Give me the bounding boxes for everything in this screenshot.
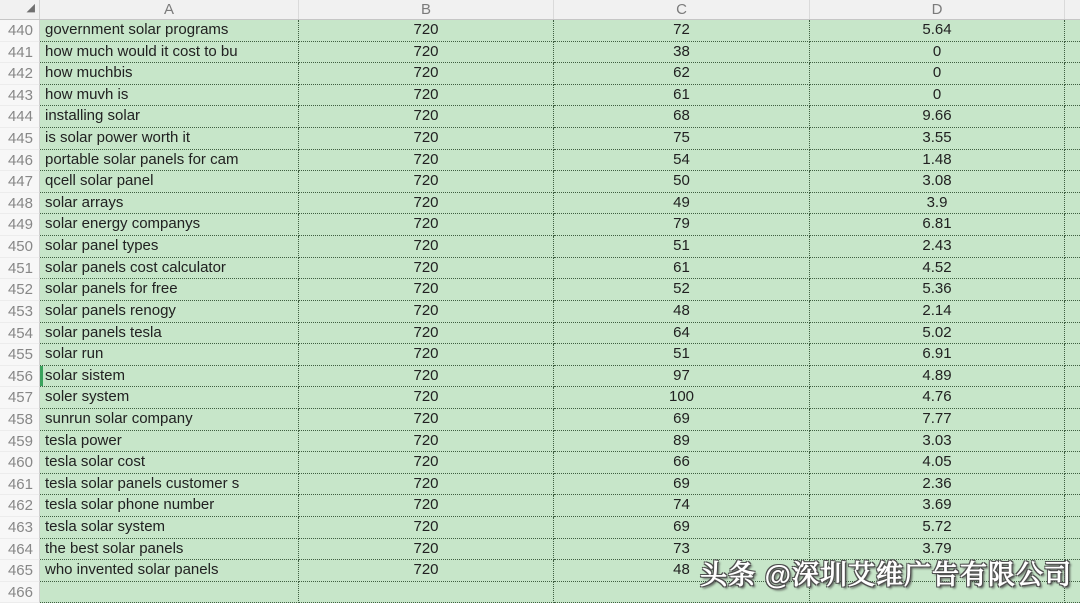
cell-empty-e[interactable] xyxy=(1065,366,1080,388)
cell-value-d[interactable]: 1.48 xyxy=(810,150,1065,172)
cell-value-c[interactable] xyxy=(554,582,810,604)
cell-keyword-text: how muvh is xyxy=(45,85,129,103)
row-header[interactable]: 462 xyxy=(0,495,40,517)
cell-value-b[interactable]: 720 xyxy=(299,474,554,496)
cell-value-c[interactable]: 52 xyxy=(554,279,810,301)
table-row xyxy=(0,171,1080,193)
row-header[interactable]: 457 xyxy=(0,387,40,409)
cell-value-b[interactable]: 720 xyxy=(299,517,554,539)
cell-value-c[interactable]: 51 xyxy=(554,344,810,366)
cell-value-b[interactable]: 720 xyxy=(299,106,554,128)
cell-keyword[interactable] xyxy=(40,258,299,280)
table-row xyxy=(0,323,1080,345)
row-header[interactable]: 464 xyxy=(0,539,40,561)
table-row xyxy=(0,517,1080,539)
cell-keyword[interactable] xyxy=(40,344,299,366)
column-header-row xyxy=(0,0,1080,20)
table-row xyxy=(0,214,1080,236)
cell-empty-e[interactable] xyxy=(1065,193,1080,215)
cell-value-b[interactable]: 720 xyxy=(299,366,554,388)
row-header[interactable]: 459 xyxy=(0,431,40,453)
cell-value-b[interactable]: 720 xyxy=(299,128,554,150)
column-header-c[interactable]: C xyxy=(554,0,810,19)
cell-keyword-text: tesla solar system xyxy=(45,518,166,536)
cell-value-b[interactable]: 720 xyxy=(299,344,554,366)
cell-keyword-text: is solar power worth it xyxy=(45,129,191,147)
cell-keyword-text: soler system xyxy=(45,388,130,406)
cell-value-c[interactable]: 74 xyxy=(554,495,810,517)
cell-value-d[interactable]: 2.14 xyxy=(810,301,1065,323)
cell-keyword-text: government solar programs xyxy=(45,21,229,38)
column-header-a[interactable]: A xyxy=(40,0,299,19)
cell-keyword[interactable] xyxy=(40,387,299,409)
column-header-d[interactable]: D xyxy=(810,0,1065,19)
cell-value-c[interactable]: 68 xyxy=(554,106,810,128)
cell-value-c[interactable]: 79 xyxy=(554,214,810,236)
row-header[interactable]: 458 xyxy=(0,409,40,431)
row-header[interactable]: 445 xyxy=(0,128,40,150)
row-header[interactable]: 450 xyxy=(0,236,40,258)
table-row xyxy=(0,344,1080,366)
cell-value-c[interactable]: 50 xyxy=(554,171,810,193)
cell-keyword[interactable] xyxy=(40,171,299,193)
cell-empty-e[interactable] xyxy=(1065,214,1080,236)
row-header[interactable]: 460 xyxy=(0,452,40,474)
cell-value-b[interactable]: 720 xyxy=(299,193,554,215)
cell-empty-e[interactable] xyxy=(1065,495,1080,517)
cell-value-d[interactable]: 2.43 xyxy=(810,236,1065,258)
cell-value-b[interactable]: 720 xyxy=(299,452,554,474)
cell-empty-e[interactable] xyxy=(1065,517,1080,539)
table-row xyxy=(0,236,1080,258)
cell-value-c[interactable]: 48 xyxy=(554,301,810,323)
cell-value-b[interactable]: 720 xyxy=(299,214,554,236)
cell-keyword[interactable] xyxy=(40,409,299,431)
row-header[interactable]: 461 xyxy=(0,474,40,496)
cell-keyword-text: solar energy companys xyxy=(45,215,201,233)
cell-value-c[interactable]: 100 xyxy=(554,387,810,409)
cell-empty-e[interactable] xyxy=(1065,560,1080,582)
row-header[interactable]: 448 xyxy=(0,193,40,215)
cell-keyword-text: how much would it cost to bu xyxy=(45,42,238,60)
row-header[interactable]: 463 xyxy=(0,517,40,539)
cell-keyword[interactable] xyxy=(40,301,299,323)
cell-value-b[interactable]: 720 xyxy=(299,387,554,409)
row-header[interactable]: 440 xyxy=(0,20,40,42)
select-all-triangle-icon: ◢ xyxy=(26,2,35,14)
cell-value-b[interactable]: 720 xyxy=(299,63,554,85)
row-header[interactable]: 441 xyxy=(0,42,40,64)
cell-empty-e[interactable] xyxy=(1065,323,1080,345)
row-header[interactable]: 446 xyxy=(0,150,40,172)
cell-keyword-text: installing solar xyxy=(45,107,141,125)
cell-value-c[interactable]: 89 xyxy=(554,431,810,453)
cell-value-d[interactable]: 3.08 xyxy=(810,171,1065,193)
cell-value-b[interactable]: 720 xyxy=(299,495,554,517)
cell-value-b[interactable]: 720 xyxy=(299,42,554,64)
table-row xyxy=(0,279,1080,301)
cell-keyword[interactable] xyxy=(40,85,299,107)
cell-keyword[interactable] xyxy=(40,452,299,474)
row-header[interactable]: 449 xyxy=(0,214,40,236)
cell-empty-e[interactable] xyxy=(1065,409,1080,431)
cell-value-b[interactable]: 720 xyxy=(299,85,554,107)
cell-empty-e[interactable] xyxy=(1065,20,1080,42)
cell-value-b[interactable]: 720 xyxy=(299,323,554,345)
table-row xyxy=(0,301,1080,323)
cell-value-b[interactable]: 720 xyxy=(299,560,554,582)
cell-value-c[interactable]: 51 xyxy=(554,236,810,258)
table-row xyxy=(0,128,1080,150)
cell-keyword-text: portable solar panels for cam xyxy=(45,150,239,168)
table-row xyxy=(0,452,1080,474)
row-header[interactable]: 443 xyxy=(0,85,40,107)
cell-value-c[interactable]: 73 xyxy=(554,539,810,561)
cell-empty-e[interactable] xyxy=(1065,42,1080,64)
cell-value-d[interactable]: 3.55 xyxy=(810,128,1065,150)
row-header[interactable]: 456 xyxy=(0,366,40,388)
cell-keyword-text: solar panels renogy xyxy=(45,301,176,319)
cell-value-b[interactable]: 720 xyxy=(299,539,554,561)
cell-value-c[interactable]: 64 xyxy=(554,323,810,345)
table-row xyxy=(0,106,1080,128)
cell-keyword[interactable] xyxy=(40,150,299,172)
cell-value-d[interactable]: 3.9 xyxy=(810,193,1065,215)
select-all-corner[interactable] xyxy=(0,0,40,19)
cell-keyword[interactable] xyxy=(40,560,299,582)
cell-keyword[interactable] xyxy=(40,63,299,85)
table-row xyxy=(0,409,1080,431)
cell-value-c[interactable]: 61 xyxy=(554,85,810,107)
cell-keyword-text: solar arrays xyxy=(45,193,124,211)
cell-keyword[interactable] xyxy=(40,582,299,604)
cell-keyword-text: the best solar panels xyxy=(45,539,184,557)
row-header[interactable]: 442 xyxy=(0,63,40,85)
cell-value-c[interactable]: 69 xyxy=(554,474,810,496)
cell-value-b[interactable]: 720 xyxy=(299,20,554,42)
table-row xyxy=(0,85,1080,107)
cell-value-c[interactable]: 38 xyxy=(554,42,810,64)
table-row xyxy=(0,431,1080,453)
cell-value-b[interactable]: 720 xyxy=(299,279,554,301)
cell-keyword-text: tesla solar phone number xyxy=(45,496,215,514)
cell-empty-e[interactable] xyxy=(1065,63,1080,85)
table-row xyxy=(0,582,1080,604)
cell-keyword-text: solar panels for free xyxy=(45,280,178,298)
cell-empty-e[interactable] xyxy=(1065,279,1080,301)
cell-empty-e[interactable] xyxy=(1065,431,1080,453)
cell-value-d[interactable]: 0 xyxy=(810,42,1065,64)
cell-empty-e[interactable] xyxy=(1065,344,1080,366)
cell-value-c[interactable]: 48 xyxy=(554,560,810,582)
cell-keyword-text: who invented solar panels xyxy=(45,561,219,579)
cell-keyword-text: sunrun solar company xyxy=(45,409,193,427)
cell-value-c[interactable]: 97 xyxy=(554,366,810,388)
row-header[interactable]: 452 xyxy=(0,279,40,301)
cell-keyword[interactable] xyxy=(40,42,299,64)
cell-keyword[interactable] xyxy=(40,539,299,561)
cell-empty-e[interactable] xyxy=(1065,171,1080,193)
sheet-body xyxy=(0,20,1080,603)
cell-value-d[interactable]: 0 xyxy=(810,63,1065,85)
cell-value-c[interactable]: 66 xyxy=(554,452,810,474)
cell-empty-e[interactable] xyxy=(1065,474,1080,496)
table-row xyxy=(0,20,1080,42)
row-header[interactable]: 451 xyxy=(0,258,40,280)
cell-empty-e[interactable] xyxy=(1065,236,1080,258)
cell-value-d[interactable]: 5.72 xyxy=(810,517,1065,539)
cell-keyword[interactable] xyxy=(40,214,299,236)
watermark: 头条 @深圳艾维广告有限公司 xyxy=(700,560,1072,590)
row-header[interactable]: 465 xyxy=(0,560,40,582)
cell-value-d[interactable]: 5.36 xyxy=(810,279,1065,301)
cell-keyword[interactable] xyxy=(40,323,299,345)
cell-keyword-text: qcell solar panel xyxy=(45,172,154,190)
row-header[interactable]: 447 xyxy=(0,171,40,193)
cell-value-d[interactable]: 5.64 xyxy=(810,20,1065,42)
cell-value-d[interactable]: 9.66 xyxy=(810,106,1065,128)
cell-value-d[interactable]: 7.77 xyxy=(810,409,1065,431)
cell-keyword-text: solar sistem xyxy=(45,366,126,384)
table-row xyxy=(0,258,1080,280)
table-row xyxy=(0,387,1080,409)
column-header-b[interactable]: B xyxy=(299,0,554,19)
table-row xyxy=(0,150,1080,172)
cell-keyword-text: tesla solar panels customer s xyxy=(45,474,240,492)
cell-value-d[interactable]: 4.05 xyxy=(810,452,1065,474)
cell-value-d[interactable]: 3.69 xyxy=(810,495,1065,517)
row-header[interactable]: 453 xyxy=(0,301,40,323)
cell-empty-e[interactable] xyxy=(1065,258,1080,280)
table-row xyxy=(0,63,1080,85)
table-row xyxy=(0,495,1080,517)
table-row xyxy=(0,193,1080,215)
cell-empty-e[interactable] xyxy=(1065,106,1080,128)
cell-value-b[interactable]: 720 xyxy=(299,431,554,453)
cell-value-b[interactable] xyxy=(299,582,554,604)
cell-value-c[interactable]: 69 xyxy=(554,517,810,539)
cell-keyword-text: tesla solar cost xyxy=(45,453,146,471)
cell-empty-e[interactable] xyxy=(1065,85,1080,107)
cell-keyword[interactable] xyxy=(40,474,299,496)
table-row xyxy=(0,539,1080,561)
cell-value-b[interactable]: 720 xyxy=(299,150,554,172)
cell-value-c[interactable]: 72 xyxy=(554,20,810,42)
row-header[interactable]: 454 xyxy=(0,323,40,345)
cell-keyword[interactable] xyxy=(40,236,299,258)
cell-keyword-text: solar panels cost calculator xyxy=(45,258,226,276)
cell-keyword[interactable] xyxy=(40,279,299,301)
cell-value-d[interactable]: 5.02 xyxy=(810,323,1065,345)
cell-empty-e[interactable] xyxy=(1065,387,1080,409)
cell-value-c[interactable]: 62 xyxy=(554,63,810,85)
row-header[interactable]: 444 xyxy=(0,106,40,128)
cell-empty-e[interactable] xyxy=(1065,150,1080,172)
cell-empty-e[interactable] xyxy=(1065,301,1080,323)
table-row xyxy=(0,366,1080,388)
cell-value-d[interactable]: 4.89 xyxy=(810,366,1065,388)
row-header[interactable]: 466 xyxy=(0,582,40,604)
cell-keyword[interactable] xyxy=(40,431,299,453)
cell-empty-e[interactable] xyxy=(1065,539,1080,561)
cell-value-c[interactable]: 75 xyxy=(554,128,810,150)
cell-value-b[interactable]: 720 xyxy=(299,171,554,193)
cell-empty-e[interactable] xyxy=(1065,128,1080,150)
cell-keyword-text: how muchbis xyxy=(45,64,133,82)
cell-keyword[interactable] xyxy=(40,517,299,539)
cell-keyword[interactable] xyxy=(40,366,299,388)
cell-value-b[interactable]: 720 xyxy=(299,409,554,431)
cell-value-b[interactable]: 720 xyxy=(299,301,554,323)
cell-keyword[interactable] xyxy=(40,193,299,215)
cell-value-b[interactable]: 720 xyxy=(299,236,554,258)
cell-keyword-text: tesla power xyxy=(45,431,122,449)
cell-value-d[interactable]: 2.36 xyxy=(810,474,1065,496)
cell-keyword[interactable] xyxy=(40,128,299,150)
cell-value-c[interactable]: 61 xyxy=(554,258,810,280)
cell-value-d[interactable]: 4.76 xyxy=(810,387,1065,409)
table-row xyxy=(0,560,1080,582)
cell-value-c[interactable]: 49 xyxy=(554,193,810,215)
cell-keyword[interactable] xyxy=(40,495,299,517)
cell-keyword-text: solar panels tesla xyxy=(45,323,162,341)
cell-keyword-text: solar run xyxy=(45,345,104,363)
cell-keyword-text: solar panel types xyxy=(45,237,159,255)
cell-value-d[interactable]: 6.81 xyxy=(810,214,1065,236)
cell-value-d[interactable]: 3.79 xyxy=(810,539,1065,561)
cell-value-d[interactable] xyxy=(810,560,1065,582)
table-row xyxy=(0,474,1080,496)
cell-value-b[interactable]: 720 xyxy=(299,258,554,280)
cell-value-d[interactable]: 4.52 xyxy=(810,258,1065,280)
column-header-e-partial[interactable] xyxy=(1065,0,1080,19)
cell-value-c[interactable]: 69 xyxy=(554,409,810,431)
cell-value-d[interactable] xyxy=(810,582,1065,604)
cell-value-c[interactable]: 54 xyxy=(554,150,810,172)
table-row xyxy=(0,42,1080,64)
selected-cell-indicator xyxy=(40,366,43,387)
row-header[interactable]: 455 xyxy=(0,344,40,366)
cell-empty-e[interactable] xyxy=(1065,582,1080,604)
cell-value-d[interactable]: 3.03 xyxy=(810,431,1065,453)
cell-keyword[interactable] xyxy=(40,106,299,128)
cell-value-d[interactable]: 6.91 xyxy=(810,344,1065,366)
cell-value-d[interactable]: 0 xyxy=(810,85,1065,107)
cell-keyword[interactable] xyxy=(40,20,299,42)
cell-empty-e[interactable] xyxy=(1065,452,1080,474)
